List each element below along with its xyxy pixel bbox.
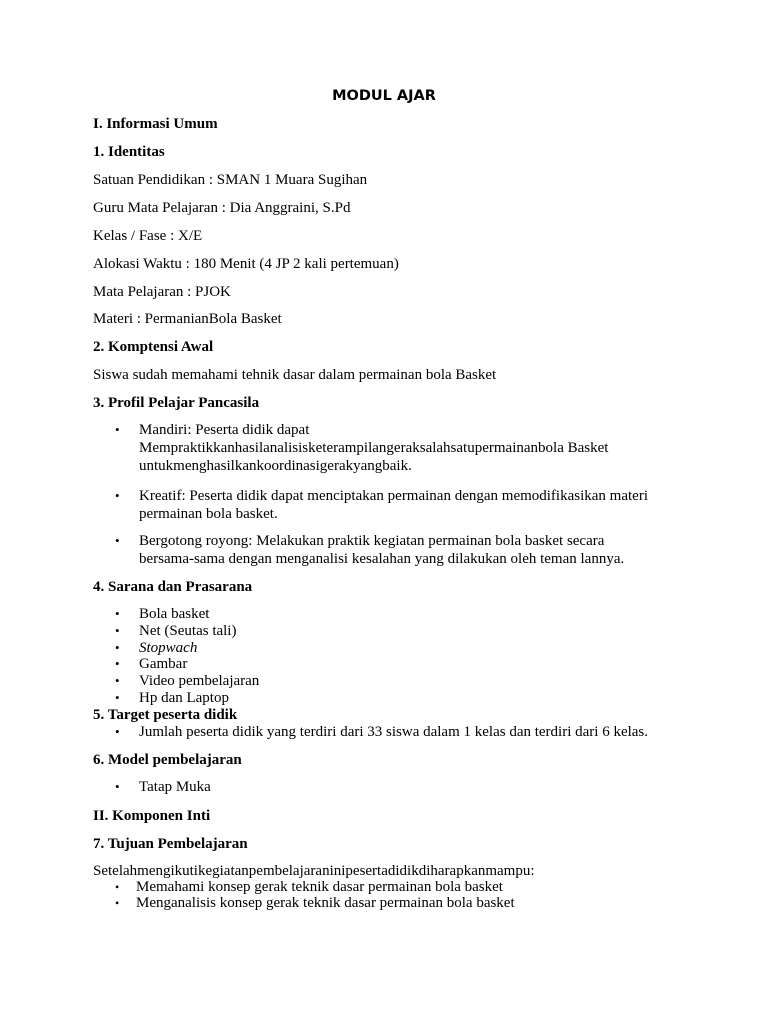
bullet-icon: • — [115, 422, 120, 437]
profil-item-1-line-1: Mandiri: Peserta didik dapat — [139, 422, 310, 438]
identitas-materi: Materi : PermanianBola Basket — [93, 311, 282, 327]
profil-item-1-line-2: Mempraktikkanhasilanalisisketerampilangeraksalahsatupermainanbola Basket — [139, 440, 609, 456]
bullet-icon: • — [115, 623, 120, 638]
bullet-icon: • — [115, 673, 120, 688]
sarana-item: Stopwach — [139, 640, 198, 656]
tujuan-intro: Setelahmengikutikegiatanpembelajaraninipesertadidikdiharapkanmampu: — [93, 863, 535, 879]
heading-sarana: 4. Sarana dan Prasarana — [93, 579, 253, 595]
bullet-icon: • — [115, 896, 120, 910]
sarana-item: Net (Seutas tali) — [139, 623, 237, 639]
bullet-icon: • — [115, 690, 120, 705]
section-heading-komponen-inti: II. Komponen Inti — [93, 808, 211, 824]
identitas-satuan: Satuan Pendidikan : SMAN 1 Muara Sugihan — [93, 172, 368, 188]
sarana-item: Gambar — [139, 656, 188, 672]
profil-item-1-line-3: untukmenghasilkankoordinasigerakyangbaik. — [139, 458, 412, 474]
sarana-item: Video pembelajaran — [139, 673, 260, 689]
heading-target: 5. Target peserta didik — [93, 707, 238, 723]
bullet-icon: • — [115, 606, 120, 621]
tujuan-item: Menganalisis konsep gerak teknik dasar permainan bola basket — [136, 895, 515, 911]
identitas-guru: Guru Mata Pelajaran : Dia Anggraini, S.Pd — [93, 200, 351, 216]
heading-identitas: 1. Identitas — [93, 144, 165, 160]
page-title: MODUL AJAR — [332, 88, 436, 104]
heading-profil: 3. Profil Pelajar Pancasila — [93, 395, 260, 411]
sarana-item: Hp dan Laptop — [139, 690, 229, 706]
heading-model: 6. Model pembelajaran — [93, 752, 242, 768]
bullet-icon: • — [115, 724, 120, 739]
profil-item-3-line-2: bersama-sama dengan menganalisi kesalahan yang dilakukan oleh teman lannya. — [139, 551, 625, 567]
profil-item-2-line-2: permainan bola basket. — [139, 506, 278, 522]
identitas-mapel: Mata Pelajaran : PJOK — [93, 284, 231, 300]
bullet-icon: • — [115, 533, 120, 548]
bullet-icon: • — [115, 488, 120, 503]
bullet-icon: • — [115, 779, 120, 794]
bullet-icon: • — [115, 656, 120, 671]
target-item: Jumlah peserta didik yang terdiri dari 33 siswa dalam 1 kelas dan terdiri dari 6 kelas. — [139, 724, 649, 740]
tujuan-item: Memahami konsep gerak teknik dasar permainan bola basket — [136, 879, 503, 895]
heading-kompetensi: 2. Komptensi Awal — [93, 339, 214, 355]
profil-item-3-line-1: Bergotong royong: Melakukan praktik kegiatan permainan bola basket secara — [139, 533, 605, 549]
bullet-icon: • — [115, 880, 120, 894]
section-heading-informasi-umum: I. Informasi Umum — [93, 116, 218, 132]
heading-tujuan: 7. Tujuan Pembelajaran — [93, 836, 248, 852]
sarana-item: Bola basket — [139, 606, 210, 622]
identitas-kelas: Kelas / Fase : X/E — [93, 228, 203, 244]
kompetensi-text: Siswa sudah memahami tehnik dasar dalam permainan bola Basket — [93, 367, 497, 383]
profil-item-2-line-1: Kreatif: Peserta didik dapat menciptakan permainan dengan memodifikasikan materi — [139, 488, 648, 504]
bullet-icon: • — [115, 640, 120, 655]
model-item: Tatap Muka — [139, 779, 211, 795]
identitas-alokasi: Alokasi Waktu : 180 Menit (4 JP 2 kali pertemuan) — [93, 256, 399, 272]
